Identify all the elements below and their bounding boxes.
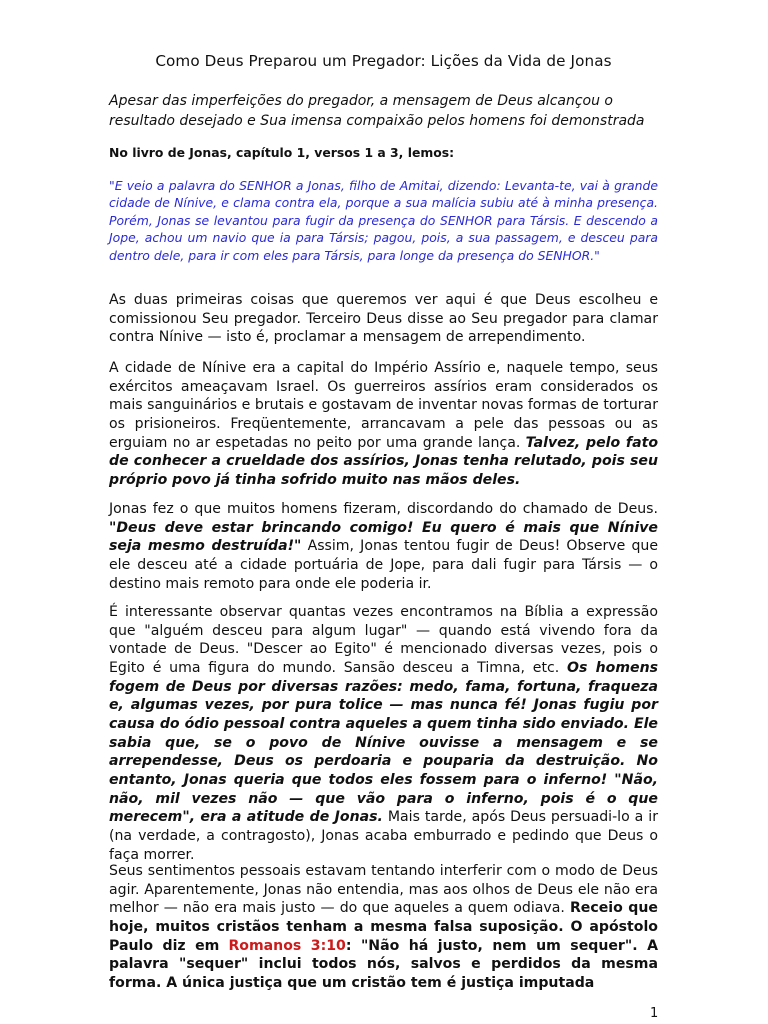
- paragraph-3-text-b: Assim, Jonas tentou fugir de Deus! Observe que ele desceu até a cidade portuária de Jope, para dali fugir para Társis — o destino mais remoto para onde ele poderia ir.: [109, 538, 658, 592]
- page-number: 1: [650, 1006, 659, 1021]
- paragraph-4: [109, 603, 658, 864]
- page-title: Como Deus Preparou um Pregador: Lições da Vida de Jonas: [155, 52, 612, 70]
- paragraph-4-emphasis: Os homens fogem de Deus por diversas razões: medo, fama, fortuna, fraqueza e, algumas vezes, por pura tolice — mas nunca fé! Jonas fugiu por causa do ódio pessoal contra aqueles a quem tinha sido enviado. Ele sabia que, se o povo de Nínive ouvisse a mensagem e se arrependesse, Deus os perdoaria e pouparia da destruição. No entanto, Jonas queria que todos eles fossem para o inferno! "Não, não, mil vezes não — que vão para o inferno, pois é o que merecem", era a atitude de Jonas.: [109, 659, 658, 826]
- intro-paragraph: Apesar das imperfeições do pregador, a mensagem de Deus alcançou o resultado desejado e Sua imensa compaixão pelos homens foi demonstrada: [109, 93, 645, 129]
- paragraph-5-bold-1: Receio que hoje, muitos cristãos tenham a mesma falsa suposição. O apóstolo Paulo diz em: [109, 900, 658, 954]
- paragraph-5: [109, 862, 658, 993]
- paragraph-3: [109, 500, 658, 593]
- paragraph-2-emphasis: Talvez, pelo fato de conhecer a crueldade dos assírios, Jonas tenha relutado, pois seu próprio povo já tinha sofrido muito nas mãos deles.: [109, 434, 658, 488]
- scripture-reference-link[interactable]: Romanos 3:10: [228, 937, 346, 954]
- scripture-quote: "E veio a palavra do SENHOR a Jonas, filho de Amitai, dizendo: Levanta-te, vai à grande cidade de Nínive, e clama contra ela, porque a sua malícia subiu até à minha presença. Porém, Jonas se levantou para fugir da presença do SENHOR para Társis. E descendo a Jope, achou um navio que ia para Társis; pagou, pois, a sua passagem, e desceu para dentro dele, para ir com eles para Társis, para longe da presença do SENHOR.": [109, 178, 658, 263]
- paragraph-3-text-a: Jonas fez o que muitos homens fizeram, discordando do chamado de Deus.: [109, 501, 658, 517]
- paragraph-2: [109, 359, 658, 490]
- paragraph-5-bold-2: : "Não há justo, nem um sequer". A palavra "sequer" inclui todos nós, salvos e perdidos da mesma forma. A única justiça que um cristão tem é justiça imputada: [109, 937, 658, 991]
- paragraph-1: As duas primeiras coisas que queremos ver aqui é que Deus escolheu e comissionou Seu pregador. Terceiro Deus disse ao Seu pregador para clamar contra Nínive — isto é, proclamar a mensagem de arrependimento.: [109, 292, 658, 346]
- paragraph-4-text-b: Mais tarde, após Deus persuadi-lo a ir (na verdade, a contragosto), Jonas acaba emburrado e pedindo que Deus o faça morrer.: [109, 809, 658, 863]
- paragraph-4-text-a: É interessante observar quantas vezes encontramos na Bíblia a expressão que "alguém desceu para algum lugar" — quando está vivendo fora da vontade de Deus. "Descer ao Egito" é mencionado diversas vezes, pois o Egito é uma figura do mundo. Sansão desceu a Timna, etc.: [109, 604, 658, 676]
- lead-text: No livro de Jonas, capítulo 1, versos 1 a 3, lemos:: [109, 145, 455, 160]
- paragraph-2-text: A cidade de Nínive era a capital do Império Assírio e, naquele tempo, seus exércitos ameaçavam Israel. Os guerreiros assírios eram considerados os mais sanguinários e brutais e gostavam de inventar novas formas de torturar os prisioneiros. Freqüentemente, arrancavam a pele das pessoas ou as erguiam no ar espetadas no peito por uma grande lança.: [109, 360, 658, 451]
- paragraph-3-emphasis: "Deus deve estar brincando comigo! Eu quero é mais que Nínive seja mesmo destruída!": [109, 519, 658, 555]
- paragraph-5-text: Seus sentimentos pessoais estavam tentando interferir com o modo de Deus agir. Aparentemente, Jonas não entendia, mas aos olhos de Deus ele não era melhor — não era mais justo — do que aqueles a quem odiava.: [109, 863, 658, 917]
